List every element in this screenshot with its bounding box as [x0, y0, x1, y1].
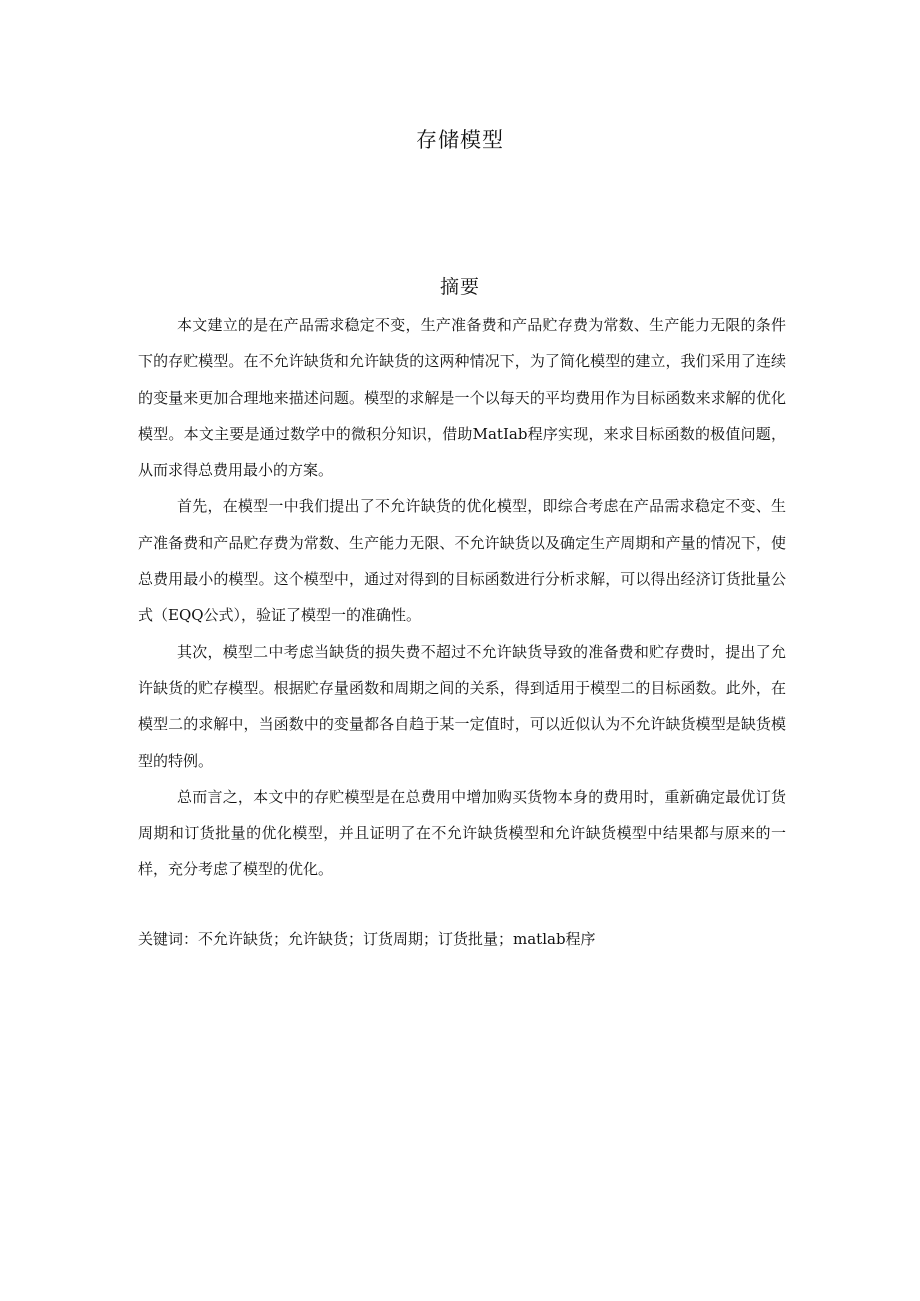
abstract-paragraph-1: 本文建立的是在产品需求稳定不变，生产准备费和产品贮存费为常数、生产能力无限的条件下的存贮模型。在不允许缺货和允许缺货的这两种情况下，为了简化模型的建立，我们采用了连续的变量来更加合理地来描述问题。模型的求解是一个以每天的平均费用作为目标函数来求解的优化模型。本文主要是通过数学中的微积分知识，借助MatIab程序实现，来求目标函数的极值问题，从而求得总费用最小的方案。 — [138, 316, 786, 480]
abstract-paragraph-2: 首先，在模型一中我们提出了不允许缺货的优化模型，即综合考虑在产品需求稳定不变、生产准备费和产品贮存费为常数、生产能力无限、不允许缺货以及确定生产周期和产量的情况下，使总费用最小的模型。这个模型中，通过对得到的目标函数进行分析求解，可以得出经济订货批量公式（EQQ公式），验证了模型一的准确性。 — [138, 497, 786, 625]
abstract-body — [138, 307, 786, 888]
paper-title: 存储模型 — [416, 128, 504, 152]
keywords-list: 不允许缺货；允许缺货；订货周期；订货批量；matlab程序 — [198, 930, 596, 948]
abstract-paragraph-3: 其次，模型二中考虑当缺货的损失费不超过不允许缺货导致的准备费和贮存费时，提出了允许缺货的贮存模型。根据贮存量函数和周期之间的关系，得到适用于模型二的目标函数。此外，在模型二的求解中，当函数中的变量都各自趋于某一定值时，可以近似认为不允许缺货模型是缺货模型的特例。 — [138, 642, 786, 770]
keywords-label: 关键词： — [138, 930, 199, 948]
keywords-line — [138, 927, 786, 951]
abstract-paragraph-4: 总而言之，本文中的存贮模型是在总费用中增加购买货物本身的费用时，重新确定最优订货周期和订货批量的优化模型，并且证明了在不允许缺货模型和允许缺货模型中结果都与原来的一样，充分考虑了模型的优化。 — [138, 787, 786, 879]
abstract-heading: 摘要 — [439, 276, 480, 298]
